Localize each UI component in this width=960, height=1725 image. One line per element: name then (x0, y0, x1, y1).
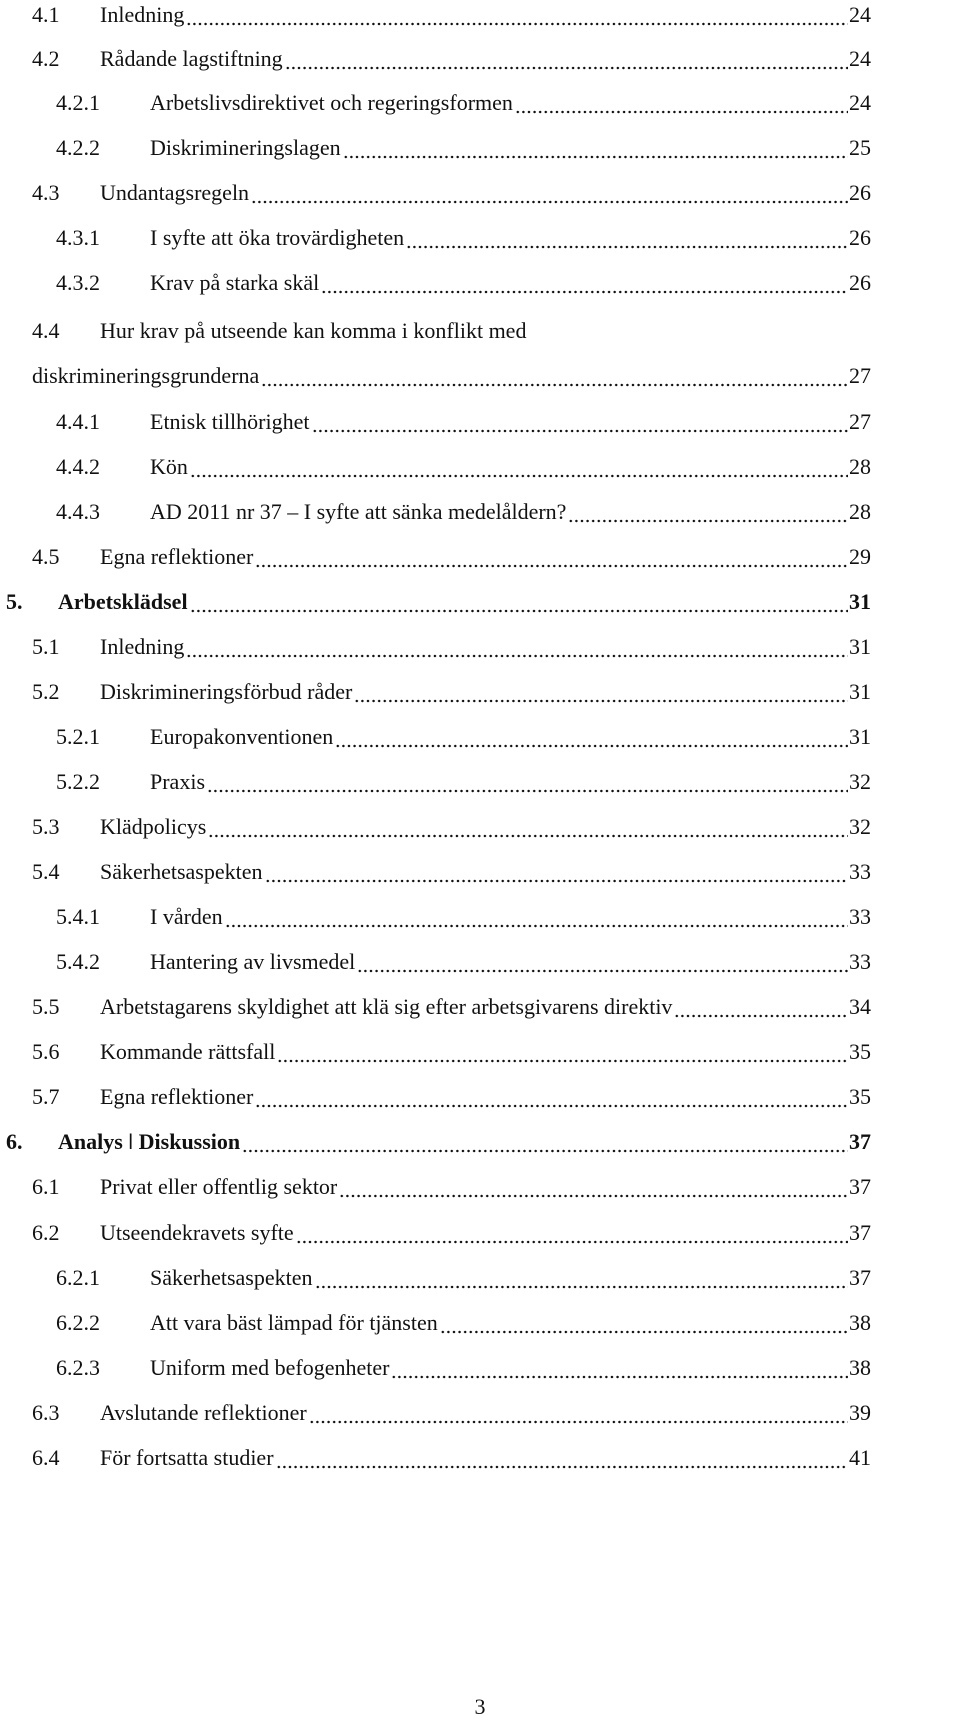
toc-entry-5-1[interactable] (0, 634, 960, 674)
toc-entry-4-4-3[interactable] (0, 499, 960, 539)
toc-entry-5-3[interactable] (0, 814, 960, 854)
toc-entry-5[interactable] (0, 589, 960, 629)
toc-entry-6-2-1[interactable] (0, 1265, 960, 1305)
toc-title: Avslutande reflektioner (100, 1400, 307, 1425)
toc-title: Uniform med befogenheter (150, 1355, 390, 1380)
dot-leader (207, 769, 848, 795)
toc-page-ref: 24 (849, 2, 871, 27)
toc-number: 6.3 (32, 1400, 60, 1425)
page-number: 3 (474, 1694, 486, 1719)
dot-leader (255, 544, 848, 570)
toc-page-ref: 35 (849, 1084, 871, 1109)
toc-title: Säkerhetsaspekten (100, 859, 263, 884)
toc-page-ref: 26 (849, 225, 871, 250)
toc-page-ref: 27 (849, 363, 871, 388)
toc-entry-5-7[interactable] (0, 1084, 960, 1124)
dot-leader (315, 1265, 849, 1291)
toc-entry-4-3[interactable] (0, 180, 960, 220)
dot-leader (208, 814, 848, 840)
toc-page-ref: 32 (849, 814, 871, 839)
toc-page-ref: 37 (849, 1129, 871, 1154)
toc-page-ref: 31 (849, 589, 871, 614)
toc-entry-4-5[interactable] (0, 544, 960, 584)
toc-entry-4-2-1[interactable] (0, 90, 960, 130)
dot-leader (190, 589, 848, 615)
toc-number: 4.4.1 (56, 409, 100, 434)
toc-page-ref: 33 (849, 859, 871, 884)
toc-entry-4-2[interactable] (0, 46, 960, 86)
dot-leader (321, 270, 848, 296)
toc-title: För fortsatta studier (100, 1445, 274, 1470)
toc-number: 5.7 (32, 1084, 60, 1109)
toc-title: I syfte att öka trovärdigheten (150, 225, 405, 250)
toc-number: 4.2 (32, 46, 60, 71)
toc-page-ref: 33 (849, 904, 871, 929)
toc-number: 4.1 (32, 2, 60, 27)
toc-title: Privat eller offentlig sektor (100, 1174, 338, 1199)
toc-entry-5-4-1[interactable] (0, 904, 960, 944)
toc-title: Undantagsregeln (100, 180, 250, 205)
dot-leader (339, 1174, 848, 1200)
toc-entry-4-4-continued[interactable] (0, 363, 960, 403)
toc-page-ref: 37 (849, 1220, 871, 1245)
toc-number: 6.4 (32, 1445, 60, 1470)
toc-title: Att vara bäst lämpad för tjänsten (150, 1310, 438, 1335)
toc-number: 5.2 (32, 679, 60, 704)
dot-leader (276, 1445, 848, 1471)
toc-title: Inledning (100, 634, 185, 659)
dot-leader (312, 409, 849, 435)
toc-title: Kommande rättsfall (100, 1039, 276, 1064)
toc-title: I vården (150, 904, 223, 929)
dot-leader (265, 859, 849, 885)
toc-title: AD 2011 nr 37 – I syfte att sänka medelåldern? (150, 499, 567, 524)
toc-number: 5.2.1 (56, 724, 100, 749)
toc-number: 5. (6, 589, 23, 614)
toc-title: Hantering av livsmedel (150, 949, 356, 974)
toc-number: 5.2.2 (56, 769, 100, 794)
toc-title: Europakonventionen (150, 724, 334, 749)
toc-entry-4-3-2[interactable] (0, 270, 960, 310)
toc-page-ref: 38 (849, 1310, 871, 1335)
toc-entry-4-1[interactable] (0, 2, 960, 42)
dot-leader (335, 724, 848, 750)
toc-number: 5.3 (32, 814, 60, 839)
toc-number: 4.3.2 (56, 270, 100, 295)
toc-number: 4.2.1 (56, 90, 100, 115)
toc-page-ref: 38 (849, 1355, 871, 1380)
toc-number: 5.4.2 (56, 949, 100, 974)
dot-leader (354, 679, 848, 705)
toc-number: 6.1 (32, 1174, 60, 1199)
dot-leader (225, 904, 848, 930)
dot-leader (255, 1084, 848, 1110)
toc-title: Krav på starka skäl (150, 270, 320, 295)
toc-title: Praxis (150, 769, 205, 794)
toc-title: Etnisk tillhörighet (150, 409, 310, 434)
dot-leader (515, 90, 848, 116)
toc-page-ref: 37 (849, 1174, 871, 1199)
toc-entry-6-4[interactable] (0, 1445, 960, 1485)
toc-title: Rådande lagstiftning (100, 46, 283, 71)
toc-page-ref: 35 (849, 1039, 871, 1064)
dot-leader (251, 180, 848, 206)
dot-leader (242, 1129, 848, 1155)
toc-entry-4-2-2[interactable] (0, 135, 960, 175)
toc-number: 6.2 (32, 1220, 60, 1245)
toc-title: Diskrimineringsförbud råder (100, 679, 353, 704)
dot-leader (391, 1355, 848, 1381)
dot-leader (186, 2, 848, 28)
toc-number: 6.2.2 (56, 1310, 100, 1335)
toc-title: Klädpolicys (100, 814, 207, 839)
toc-entry-6-2[interactable] (0, 1220, 960, 1260)
dot-leader (309, 1400, 848, 1426)
toc-entry-5-4[interactable] (0, 859, 960, 899)
toc-page-ref: 24 (849, 90, 871, 115)
toc-entry-5-2-1[interactable] (0, 724, 960, 764)
toc-title: diskrimineringsgrunderna (32, 363, 260, 388)
toc-title: Utseendekravets syfte (100, 1220, 294, 1245)
toc-title: Arbetsklädsel (58, 589, 188, 614)
toc-title: Säkerhetsaspekten (150, 1265, 313, 1290)
toc-page-ref: 31 (849, 724, 871, 749)
dot-leader (277, 1039, 848, 1065)
dot-leader (406, 225, 848, 251)
toc-entry-6-2-2[interactable] (0, 1310, 960, 1350)
dot-leader (674, 994, 848, 1020)
toc-title: Egna reflektioner (100, 544, 254, 569)
toc-number: 6.2.3 (56, 1355, 100, 1380)
dot-leader (285, 46, 848, 72)
dot-leader (261, 363, 848, 389)
toc-number: 4.4 (32, 318, 60, 343)
toc-number: 5.4 (32, 859, 60, 884)
toc-title: Egna reflektioner (100, 1084, 254, 1109)
toc-number: 5.6 (32, 1039, 60, 1064)
dot-leader (343, 135, 848, 161)
toc-page-ref: 24 (849, 46, 871, 71)
toc-page-ref: 28 (849, 499, 871, 524)
toc-page-ref: 32 (849, 769, 871, 794)
dot-leader (296, 1220, 848, 1246)
toc-page-ref: 29 (849, 544, 871, 569)
toc-page-ref: 34 (849, 994, 871, 1019)
toc-entry-4-4-1[interactable] (0, 409, 960, 449)
toc-title: Arbetslivsdirektivet och regeringsformen (150, 90, 513, 115)
toc-number: 4.2.2 (56, 135, 100, 160)
dot-leader (190, 454, 848, 480)
dot-leader (440, 1310, 848, 1336)
toc-page-ref: 33 (849, 949, 871, 974)
toc-entry-6[interactable] (0, 1129, 960, 1169)
toc-entry-5-6[interactable] (0, 1039, 960, 1079)
toc-page-ref: 39 (849, 1400, 871, 1425)
toc-page-ref: 26 (849, 270, 871, 295)
toc-entry-4-4-2[interactable] (0, 454, 960, 494)
toc-title: Analys ǀ Diskussion (58, 1129, 241, 1154)
toc-page-ref: 31 (849, 634, 871, 659)
toc-page-ref: 28 (849, 454, 871, 479)
toc-title: Arbetstagarens skyldighet att klä sig efter arbetsgivarens direktiv (100, 994, 673, 1019)
toc-entry-6-3[interactable] (0, 1400, 960, 1440)
dot-leader (186, 634, 848, 660)
toc-entry-5-2-2[interactable] (0, 769, 960, 809)
toc-title: Hur krav på utseende kan komma i konflikt med (100, 318, 527, 343)
toc-entry-5-2[interactable] (0, 679, 960, 719)
toc-entry-5-5[interactable] (0, 994, 960, 1034)
toc-number: 4.4.3 (56, 499, 100, 524)
toc-page-ref: 27 (849, 409, 871, 434)
toc-title: Diskrimineringslagen (150, 135, 341, 160)
toc-title: Kön (150, 454, 188, 479)
toc-title: Inledning (100, 2, 185, 27)
toc-entry-6-2-3[interactable] (0, 1355, 960, 1395)
toc-number: 5.1 (32, 634, 60, 659)
toc-page-ref: 37 (849, 1265, 871, 1290)
toc-number: 4.5 (32, 544, 60, 569)
toc-page-ref: 25 (849, 135, 871, 160)
toc-entry-4-3-1[interactable] (0, 225, 960, 265)
toc-number: 5.5 (32, 994, 60, 1019)
toc-page-ref: 26 (849, 180, 871, 205)
toc-number: 6.2.1 (56, 1265, 100, 1290)
dot-leader (568, 499, 848, 525)
toc-entry-6-1[interactable] (0, 1174, 960, 1214)
toc-entry-5-4-2[interactable] (0, 949, 960, 989)
toc-entry-4-4[interactable] (0, 318, 960, 358)
toc-number: 4.4.2 (56, 454, 100, 479)
toc-number: 6. (6, 1129, 23, 1154)
dot-leader (357, 949, 848, 975)
toc-page-ref: 41 (849, 1445, 871, 1470)
toc-page-ref: 31 (849, 679, 871, 704)
toc-number: 5.4.1 (56, 904, 100, 929)
toc-number: 4.3.1 (56, 225, 100, 250)
toc-number: 4.3 (32, 180, 60, 205)
